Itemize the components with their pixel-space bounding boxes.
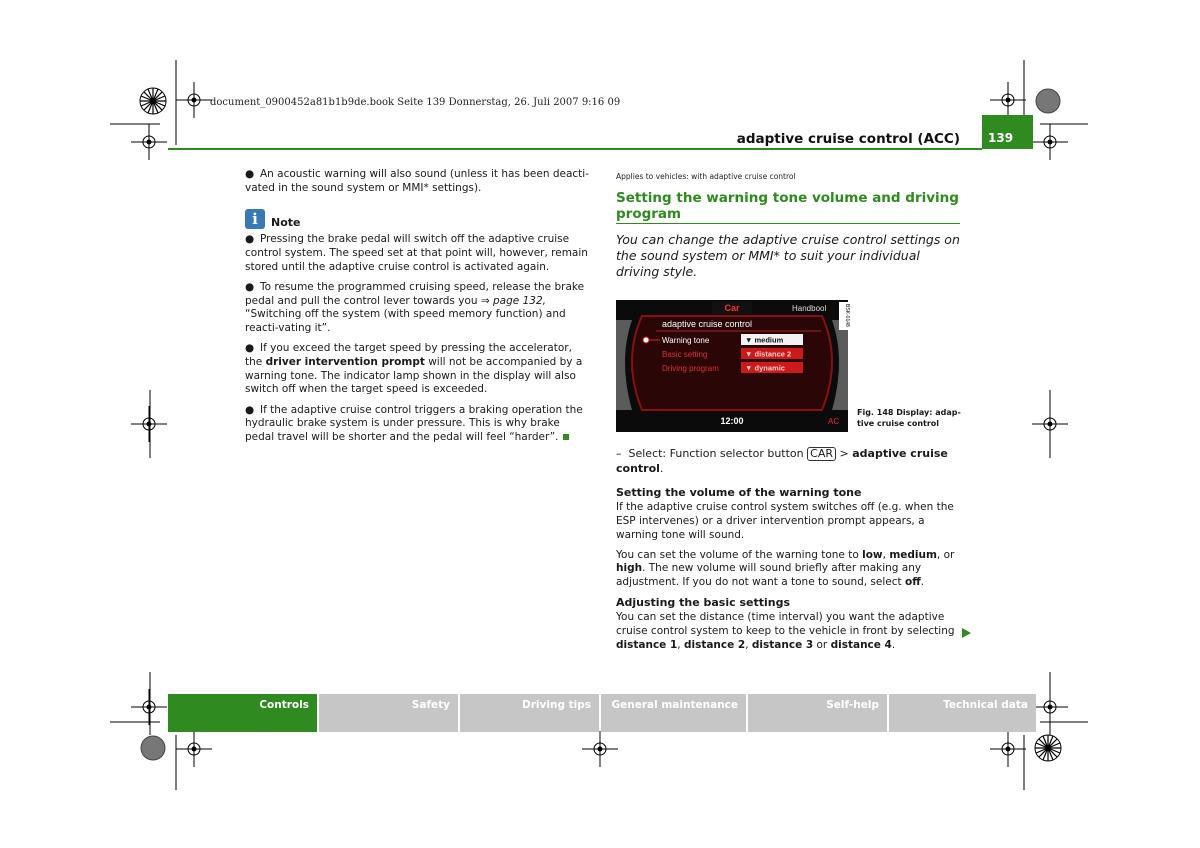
tab-driving-tips[interactable]: Driving tips — [460, 694, 599, 732]
note-text: To resume the programmed cruising speed, release the brake pedal and pull the control lever towards you ⇒ — [245, 281, 585, 307]
note-text: If you exceed the target speed by pressing the accelerator, the — [245, 342, 572, 369]
note-item — [245, 281, 590, 336]
bullet-icon: ● — [245, 281, 255, 294]
right-column — [616, 170, 960, 658]
page-number: 139 — [988, 131, 1014, 145]
figure-caption: Fig. 148 Display: adap-tive cruise control — [857, 407, 961, 428]
registration-mark-icon — [131, 406, 167, 442]
bullet-icon: ● — [245, 403, 255, 416]
note-bold-term: driver intervention prompt — [265, 356, 425, 369]
registration-mark-icon — [176, 82, 212, 118]
registration-mark-icon — [990, 82, 1026, 118]
note-item — [245, 342, 590, 397]
tab-general-maintenance[interactable]: General maintenance — [601, 694, 746, 732]
paragraph: If the adaptive cruise control system switches off (e.g. when the ESP intervenes) or a driver intervention prompt appears, a warning tone will sound. — [616, 501, 954, 541]
running-head: adaptive cruise control (ACC) — [736, 131, 960, 147]
figure — [616, 300, 960, 432]
file-header: document_0900452a81b1b9de.book Seite 139 Donnerstag, 26. Juli 2007 9:16 09 — [210, 97, 621, 108]
tab-technical-data[interactable]: Technical data — [889, 694, 1036, 732]
display-clock: 12:00 — [720, 415, 744, 426]
tab-safety[interactable]: Safety — [319, 694, 458, 732]
info-icon: i — [245, 209, 265, 229]
registration-mark-icon — [582, 731, 618, 767]
continue-arrow-icon — [962, 628, 971, 638]
display-row-label: Driving program — [662, 363, 719, 373]
display-row-label: Warning tone — [662, 335, 710, 345]
page-reference-link[interactable]: page 132, — [493, 294, 546, 307]
registration-mark-icon — [131, 689, 167, 725]
paragraph: You can set the distance (time interval) you want the adaptive cruise control system to keep to the vehicle in front by selecting distance 1, distance 2, distance 3 or distance 4. — [616, 611, 955, 651]
registration-mark-icon — [176, 731, 212, 767]
applies-to-label: Applies to vehicles: with adaptive cruise control — [616, 172, 796, 181]
left-column — [245, 168, 590, 451]
display-side-code: BSK-0148 — [844, 303, 850, 327]
step-text: . — [659, 461, 664, 475]
bullet-icon: ● — [245, 342, 255, 355]
display-tab-car: Car — [724, 302, 740, 313]
chapter-tabs — [168, 694, 1038, 732]
registration-mark-icon — [131, 124, 167, 160]
subheading: Setting the volume of the warning tone — [616, 485, 862, 499]
display-row-value: ▼ distance 2 — [745, 349, 792, 359]
starburst-mark-icon — [139, 87, 167, 115]
intro-text: You can change the adaptive cruise control settings on the sound system or MMI* to suit your individual driving style. — [616, 231, 960, 279]
note-item — [245, 233, 590, 274]
starburst-mark-icon — [1034, 734, 1062, 762]
registration-mark-icon — [990, 731, 1026, 767]
end-marker-icon — [563, 434, 569, 440]
gray-dot-mark-icon — [139, 734, 167, 762]
note-text: “Switching off the system (with speed memory function) and reacti-vating it”. — [245, 308, 566, 335]
header-rule — [168, 148, 982, 150]
note-text: Pressing the brake pedal will switch off the adaptive cruise control system. The speed set at that point will, however, remain stored until the adaptive cruise control is activated again. — [245, 233, 588, 273]
display-status-ac: AC — [828, 416, 840, 426]
display-tab-handbook: Handbool — [792, 303, 827, 313]
step-text: Select: Function selector button — [628, 446, 808, 460]
note-title: Note — [271, 215, 301, 229]
car-key-button: CAR — [807, 447, 836, 461]
bullet-icon: ● — [245, 168, 255, 180]
section-title: Setting the warning tone volume and driving program — [616, 189, 959, 222]
registration-mark-icon — [1032, 124, 1068, 160]
bullet-icon: ● — [245, 233, 255, 246]
note-text: If the adaptive cruise control triggers a braking operation the hydraulic brake system is under pressure. This is why brake pedal travel will be shorter and the pedal will feel “harder”. — [245, 403, 583, 444]
note-heading — [245, 209, 590, 229]
note-text: will not be accompanied by a warning tone. The indicator lamp shown in the display will also switch off when the target speed is exceeded. — [245, 356, 583, 396]
bullet-text: An acoustic warning will also sound (unless it has been deacti-vated in the sound system or MMI* settings). — [245, 168, 589, 194]
note-item — [245, 404, 590, 445]
step-target: adaptive cruise control — [616, 446, 948, 475]
tab-controls[interactable]: Controls — [168, 694, 317, 732]
display-menu-title: adaptive cruise control — [662, 318, 753, 329]
registration-mark-icon — [1032, 406, 1068, 442]
display-row-value: ▼ medium — [745, 335, 784, 345]
display-row-label: Basic setting — [662, 349, 708, 359]
subheading: Adjusting the basic settings — [616, 595, 790, 609]
step-dash: – — [616, 446, 629, 460]
step-text: > — [836, 446, 853, 460]
display-row-value: ▼ dynamic — [745, 363, 785, 373]
gray-dot-mark-icon — [1034, 87, 1062, 115]
mmi-display-image — [616, 300, 848, 432]
mmi-display-graphic — [616, 300, 848, 432]
paragraph: You can set the volume of the warning tone to low, medium, or high. The new volume will sound briefly after making any adjustment. If you do not want a tone to sound, select off. — [616, 548, 955, 588]
instruction-step — [616, 446, 960, 476]
bullet-item — [245, 168, 590, 195]
tab-self-help[interactable]: Self-help — [748, 694, 887, 732]
